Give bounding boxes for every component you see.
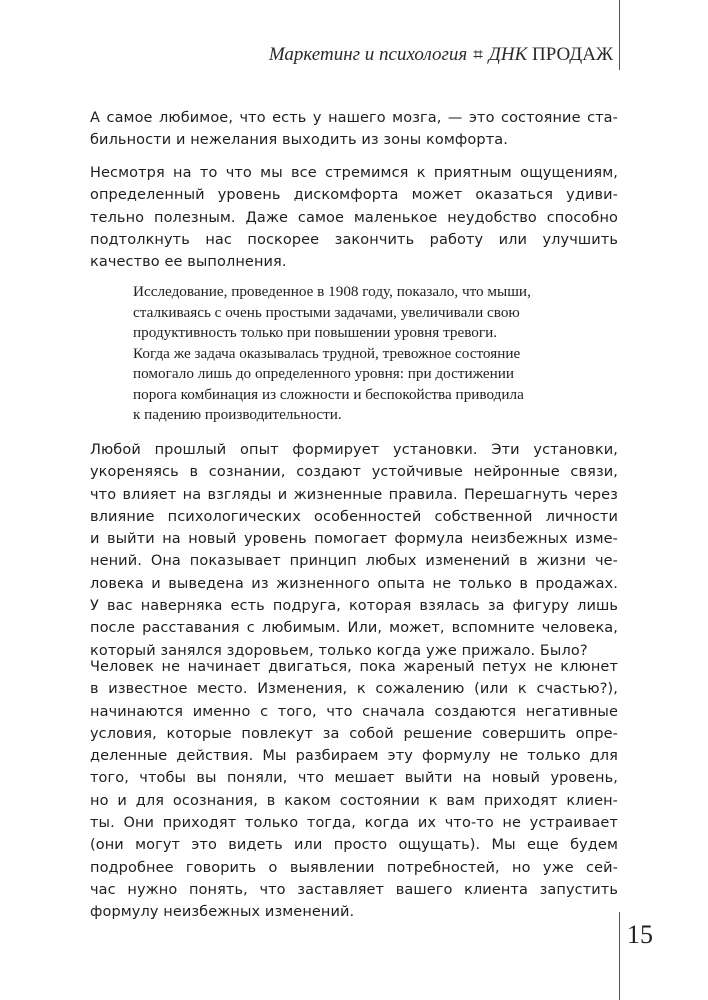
text-line: того, чтобы вы поняли, что мешает выйти на новый уровень, xyxy=(90,770,618,787)
quote-line: порога комбинация из сложности и беспокойства приводила xyxy=(133,385,524,403)
text-line: подтолкнуть нас поскорее закончить работу или улучшить xyxy=(90,231,618,248)
text-line: но и для осознания, в каком состоянии к вам приходят клиен- xyxy=(90,792,618,809)
research-quote xyxy=(133,282,593,426)
text-line: в известное место. Изменения, к сожалению (или к счастью?), xyxy=(90,681,618,698)
text-line: нений. Она показывает принцип любых изменений в жизни че- xyxy=(90,553,618,570)
quote-line: помогало лишь до определенного уровня: при достижении xyxy=(133,365,515,382)
header-book-section: Маркетинг и психология xyxy=(268,44,468,65)
text-line: подробнее говорить о выявлении потребностей, но уже сей- xyxy=(90,859,618,876)
paragraph-3 xyxy=(90,439,618,662)
text-line: ловека и выведена из жизненного опыта не только в продажах. xyxy=(90,575,618,592)
text-line: и выйти на новый уровень помогает формула неизбежных изме- xyxy=(90,531,618,548)
paragraph-4 xyxy=(90,656,618,924)
text-line: качество ее выполнения. xyxy=(90,254,287,271)
text-line: тельно полезным. Даже самое маленькое неудобство способно xyxy=(90,209,618,226)
margin-rule-bottom xyxy=(619,912,620,1000)
text-line: влияние психологических особенностей собственной личности xyxy=(90,508,618,525)
quote-line: Исследование, проведенное в 1908 году, показало, что мыши, xyxy=(133,283,531,300)
margin-rule-top xyxy=(619,0,620,70)
quote-line: к падению производительности. xyxy=(133,406,342,423)
paragraph-1 xyxy=(90,107,618,152)
quote-line: сталкиваясь с очень простыми задачами, увеличивали свою xyxy=(133,303,520,321)
text-line: который занялся здоровьем, только когда уже прижало. Было? xyxy=(90,642,588,659)
paragraph-2 xyxy=(90,162,618,273)
text-line: после расставания с любимым. Или, может, вспомните человека, xyxy=(90,620,618,637)
hash-icon: ⌗ xyxy=(473,45,483,65)
text-line: условия, которые повлекут за собой решение совершить опре- xyxy=(90,725,618,742)
quote-line: продуктивность только при повышении уровня тревоги. xyxy=(133,324,498,341)
text-line: укореняясь в сознании, создают устойчивые нейронные связи, xyxy=(90,464,618,481)
text-line: У вас наверняка есть подруга, которая взялась за фигуру лишь xyxy=(90,598,618,615)
text-line: Любой прошлый опыт формирует установки. Эти установки, xyxy=(90,442,618,458)
text-line: деленные действия. Мы разбираем эту формулу не только для xyxy=(90,748,618,765)
quote-line: Когда же задача оказывалась трудной, тревожное состояние xyxy=(133,344,521,362)
text-line: Несмотря на то что мы все стремимся к приятным ощущениям, xyxy=(90,165,618,181)
text-line: А самое любимое, что есть у нашего мозга, — это состояние ста- xyxy=(90,110,618,126)
text-line: час нужно понять, что заставляет вашего клиента запустить xyxy=(90,881,618,898)
text-line: ты. Они приходят только тогда, когда их что-то не устраивает xyxy=(90,815,618,832)
text-line: что влияет на взгляды и жизненные правила. Перешагнуть через xyxy=(90,486,618,503)
text-line: начинаются именно с того, что сначала создаются негативные xyxy=(90,703,618,720)
text-line: бильности и нежелания выходить из зоны комфорта. xyxy=(90,132,508,149)
text-line: формулу неизбежных изменений. xyxy=(90,904,355,921)
running-header xyxy=(269,44,613,66)
text-line: (они могут это видеть или просто ощущать). Мы еще будем xyxy=(90,837,618,854)
page-number: 15 xyxy=(627,920,653,949)
text-line: определенный уровень дискомфорта может оказаться удиви- xyxy=(90,187,618,204)
text-line: Человек не начинает двигаться, пока жареный петух не клюнет xyxy=(90,659,618,675)
header-book-title: ДНК ПРОДАЖ xyxy=(488,44,613,65)
